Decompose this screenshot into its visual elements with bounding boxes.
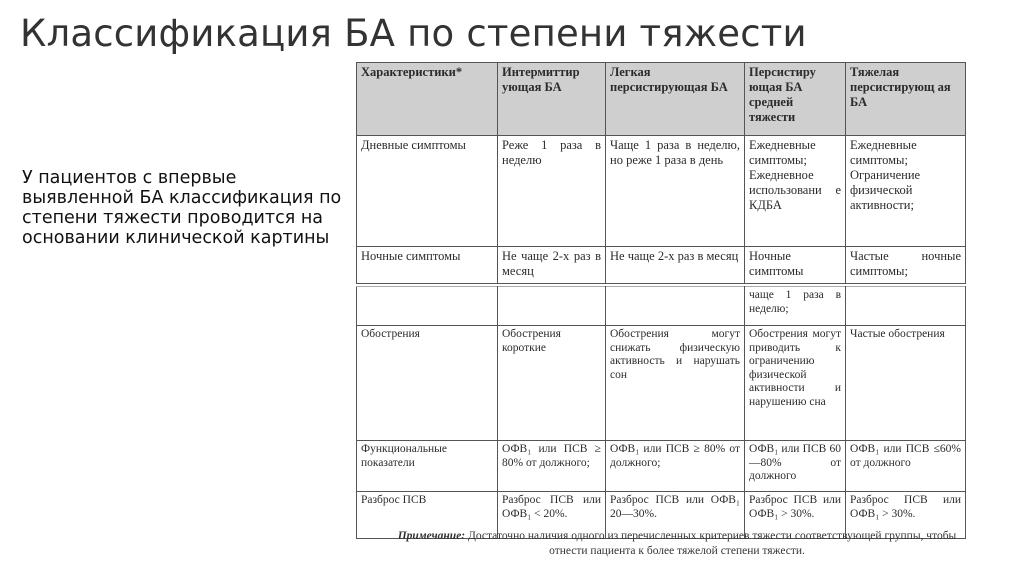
table-cell: Разброс ПСВ или ОФВ₁ < 20%. <box>498 492 606 539</box>
intro-text: У пациентов с впервые выявленной БА классификация по степени тяжести проводится на основании клинической картины <box>22 168 342 248</box>
table-note <box>382 529 972 559</box>
table-cell <box>606 287 745 326</box>
table-cell: ОФВ₁ или ПСВ ≥ 80% от должного; <box>498 441 606 492</box>
table-cell <box>357 287 498 326</box>
table-row <box>357 136 966 247</box>
table-cell: ОФВ₁ или ПСВ ≤60% от должного <box>846 441 966 492</box>
table-row <box>357 326 966 441</box>
severity-table <box>356 62 966 284</box>
table-cell: Реже 1 раза в неделю <box>498 136 606 247</box>
table-cell: Не чаще 2-х раз в месяц <box>606 247 745 284</box>
table-header-row <box>357 63 966 136</box>
table-cell: Ежедневные симптомы; Ежедневное использовани е КДБА <box>745 136 846 247</box>
row-label: Разброс ПСВ <box>357 492 498 539</box>
table-cell: Обострения короткие <box>498 326 606 441</box>
header-intermittent: Интермиттир ующая БА <box>498 63 606 136</box>
table-cell: ОФВ₁ или ПСВ ≥ 80% от должного; <box>606 441 745 492</box>
table-cell: Ежедневные симптомы; Ограничение физической активности; <box>846 136 966 247</box>
row-label: Ночные симптомы <box>357 247 498 284</box>
row-label: Обострения <box>357 326 498 441</box>
table-cell <box>846 287 966 326</box>
table-cell: Не чаще 2-х раз в месяц <box>498 247 606 284</box>
table-cell: Частые обострения <box>846 326 966 441</box>
slide-title: Классификация БА по степени тяжести <box>20 12 807 55</box>
note-label: Примечание: <box>397 530 466 542</box>
row-label: Функциональные показатели <box>357 441 498 492</box>
table-cell: ОФВ₁ или ПСВ 60—80% от должного <box>745 441 846 492</box>
severity-table-continued <box>356 286 966 539</box>
table-row <box>357 441 966 492</box>
header-mild: Легкая персистирующая БА <box>606 63 745 136</box>
continuation-row <box>357 287 966 326</box>
header-characteristics: Характеристики* <box>357 63 498 136</box>
table-cell: Обострения могут снижать физическую активность и нарушать сон <box>606 326 745 441</box>
table-cell: Чаще 1 раза в неделю, но реже 1 раза в день <box>606 136 745 247</box>
table-cell: Обострения могут приводить к ограничению физической активности и нарушению сна <box>745 326 846 441</box>
table-cell: Разброс ПСВ или ОФВ₁ > 30%. <box>846 492 966 539</box>
table-row <box>357 247 966 284</box>
table-cell: Разброс ПСВ или ОФВ₁ 20—30%. <box>606 492 745 539</box>
table-cell: Разброс ПСВ или ОФВ₁ > 30%. <box>745 492 846 539</box>
table-cell: чаще 1 раза в неделю; <box>745 287 846 326</box>
row-label: Дневные симптомы <box>357 136 498 247</box>
table-cell <box>498 287 606 326</box>
note-text: Достаточно наличия одного из перечисленных критериев тяжести соответствующей группы, чтобы отнести пациента к более тяжелой степени тяжести. <box>468 530 957 557</box>
table-cell: Ночные симптомы <box>745 247 846 284</box>
table-cell: Частые ночные симптомы; <box>846 247 966 284</box>
header-severe: Тяжелая персистирующ ая БА <box>846 63 966 136</box>
header-moderate: Персистиру ющая БА средней тяжести <box>745 63 846 136</box>
